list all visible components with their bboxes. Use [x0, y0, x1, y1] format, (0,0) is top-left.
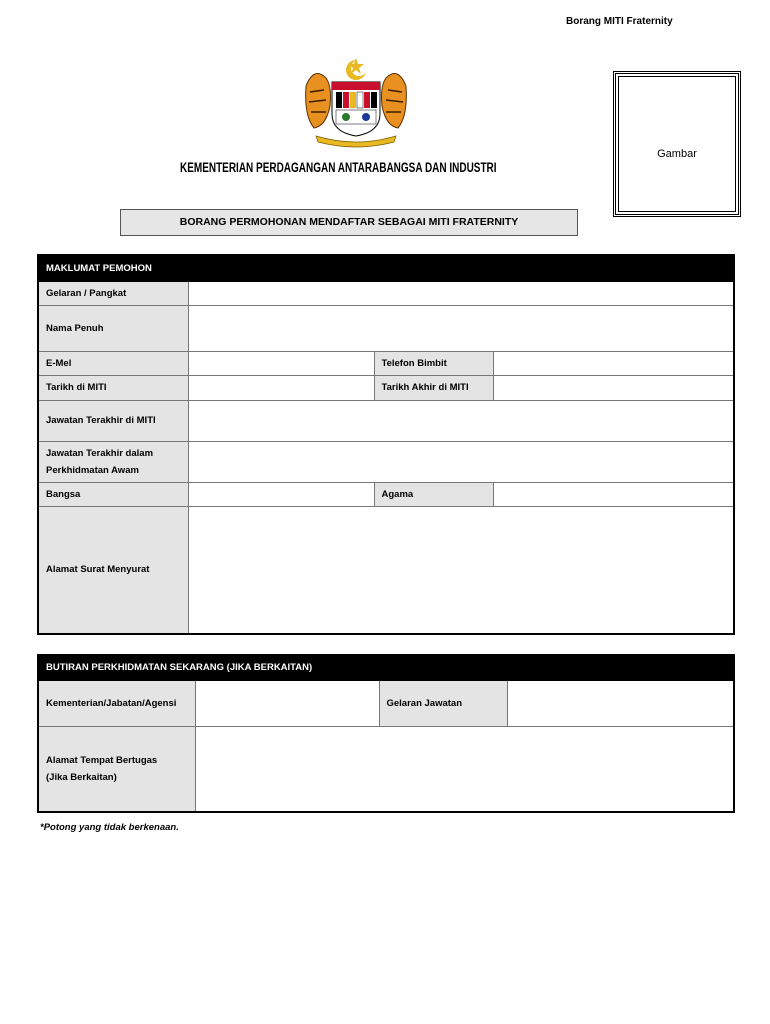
label-bangsa: Bangsa	[38, 482, 188, 506]
label-tarikh: Tarikh di MITI	[38, 375, 188, 400]
form-code: Borang MITI Fraternity	[566, 16, 673, 27]
input-gelaran-jawatan[interactable]	[507, 680, 734, 726]
label-jawatan-awam-line1: Jawatan Terakhir dalam	[46, 447, 154, 459]
label-alamat: Alamat Surat Menyurat	[38, 506, 188, 634]
input-jawatan-miti[interactable]	[188, 400, 734, 441]
input-nama[interactable]	[188, 305, 734, 351]
input-alamat-bertugas[interactable]	[195, 726, 734, 812]
coat-of-arms-icon	[296, 56, 416, 148]
input-gelaran[interactable]	[188, 281, 734, 305]
photo-label: Gambar	[657, 148, 697, 160]
section-title-applicant: MAKLUMAT PEMOHON	[38, 255, 734, 281]
photo-box[interactable]	[613, 71, 741, 217]
input-jawatan-awam[interactable]	[188, 441, 734, 482]
label-agensi: Kementerian/Jabatan/Agensi	[38, 680, 195, 726]
input-tarikh-akhir[interactable]	[493, 375, 734, 400]
label-gelaran: Gelaran / Pangkat	[38, 281, 188, 305]
label-jawatan-miti: Jawatan Terakhir di MITI	[38, 400, 188, 441]
form-title: BORANG PERMOHONAN MENDAFTAR SEBAGAI MITI FRATERNITY	[120, 209, 578, 236]
footnote: *Potong yang tidak berkenaan.	[40, 822, 179, 833]
label-alamat-bertugas-line1: Alamat Tempat Bertugas	[46, 754, 158, 766]
label-nama: Nama Penuh	[38, 305, 188, 351]
label-tarikh-akhir: Tarikh Akhir di MITI	[374, 375, 493, 400]
section-title-service: BUTIRAN PERKHIDMATAN SEKARANG (JIKA BERKAITAN)	[38, 655, 734, 680]
input-agama[interactable]	[493, 482, 734, 506]
input-alamat[interactable]	[188, 506, 734, 634]
label-emel: E-Mel	[38, 351, 188, 375]
input-telefon[interactable]	[493, 351, 734, 375]
input-agensi[interactable]	[195, 680, 379, 726]
ministry-name: KEMENTERIAN PERDAGANGAN ANTARABANGSA DAN INDUSTRI	[180, 160, 497, 175]
label-alamat-bertugas	[38, 726, 195, 812]
label-telefon: Telefon Bimbit	[374, 351, 493, 375]
label-jawatan-awam	[38, 441, 188, 482]
input-emel[interactable]	[188, 351, 374, 375]
label-jawatan-awam-line2: Perkhidmatan Awam	[46, 464, 139, 476]
applicant-table	[37, 254, 735, 635]
service-table	[37, 654, 735, 813]
input-bangsa[interactable]	[188, 482, 374, 506]
input-tarikh[interactable]	[188, 375, 374, 400]
label-gelaran-jawatan: Gelaran Jawatan	[379, 680, 507, 726]
label-alamat-bertugas-line2: (Jika Berkaitan)	[46, 771, 117, 783]
label-agama: Agama	[374, 482, 493, 506]
